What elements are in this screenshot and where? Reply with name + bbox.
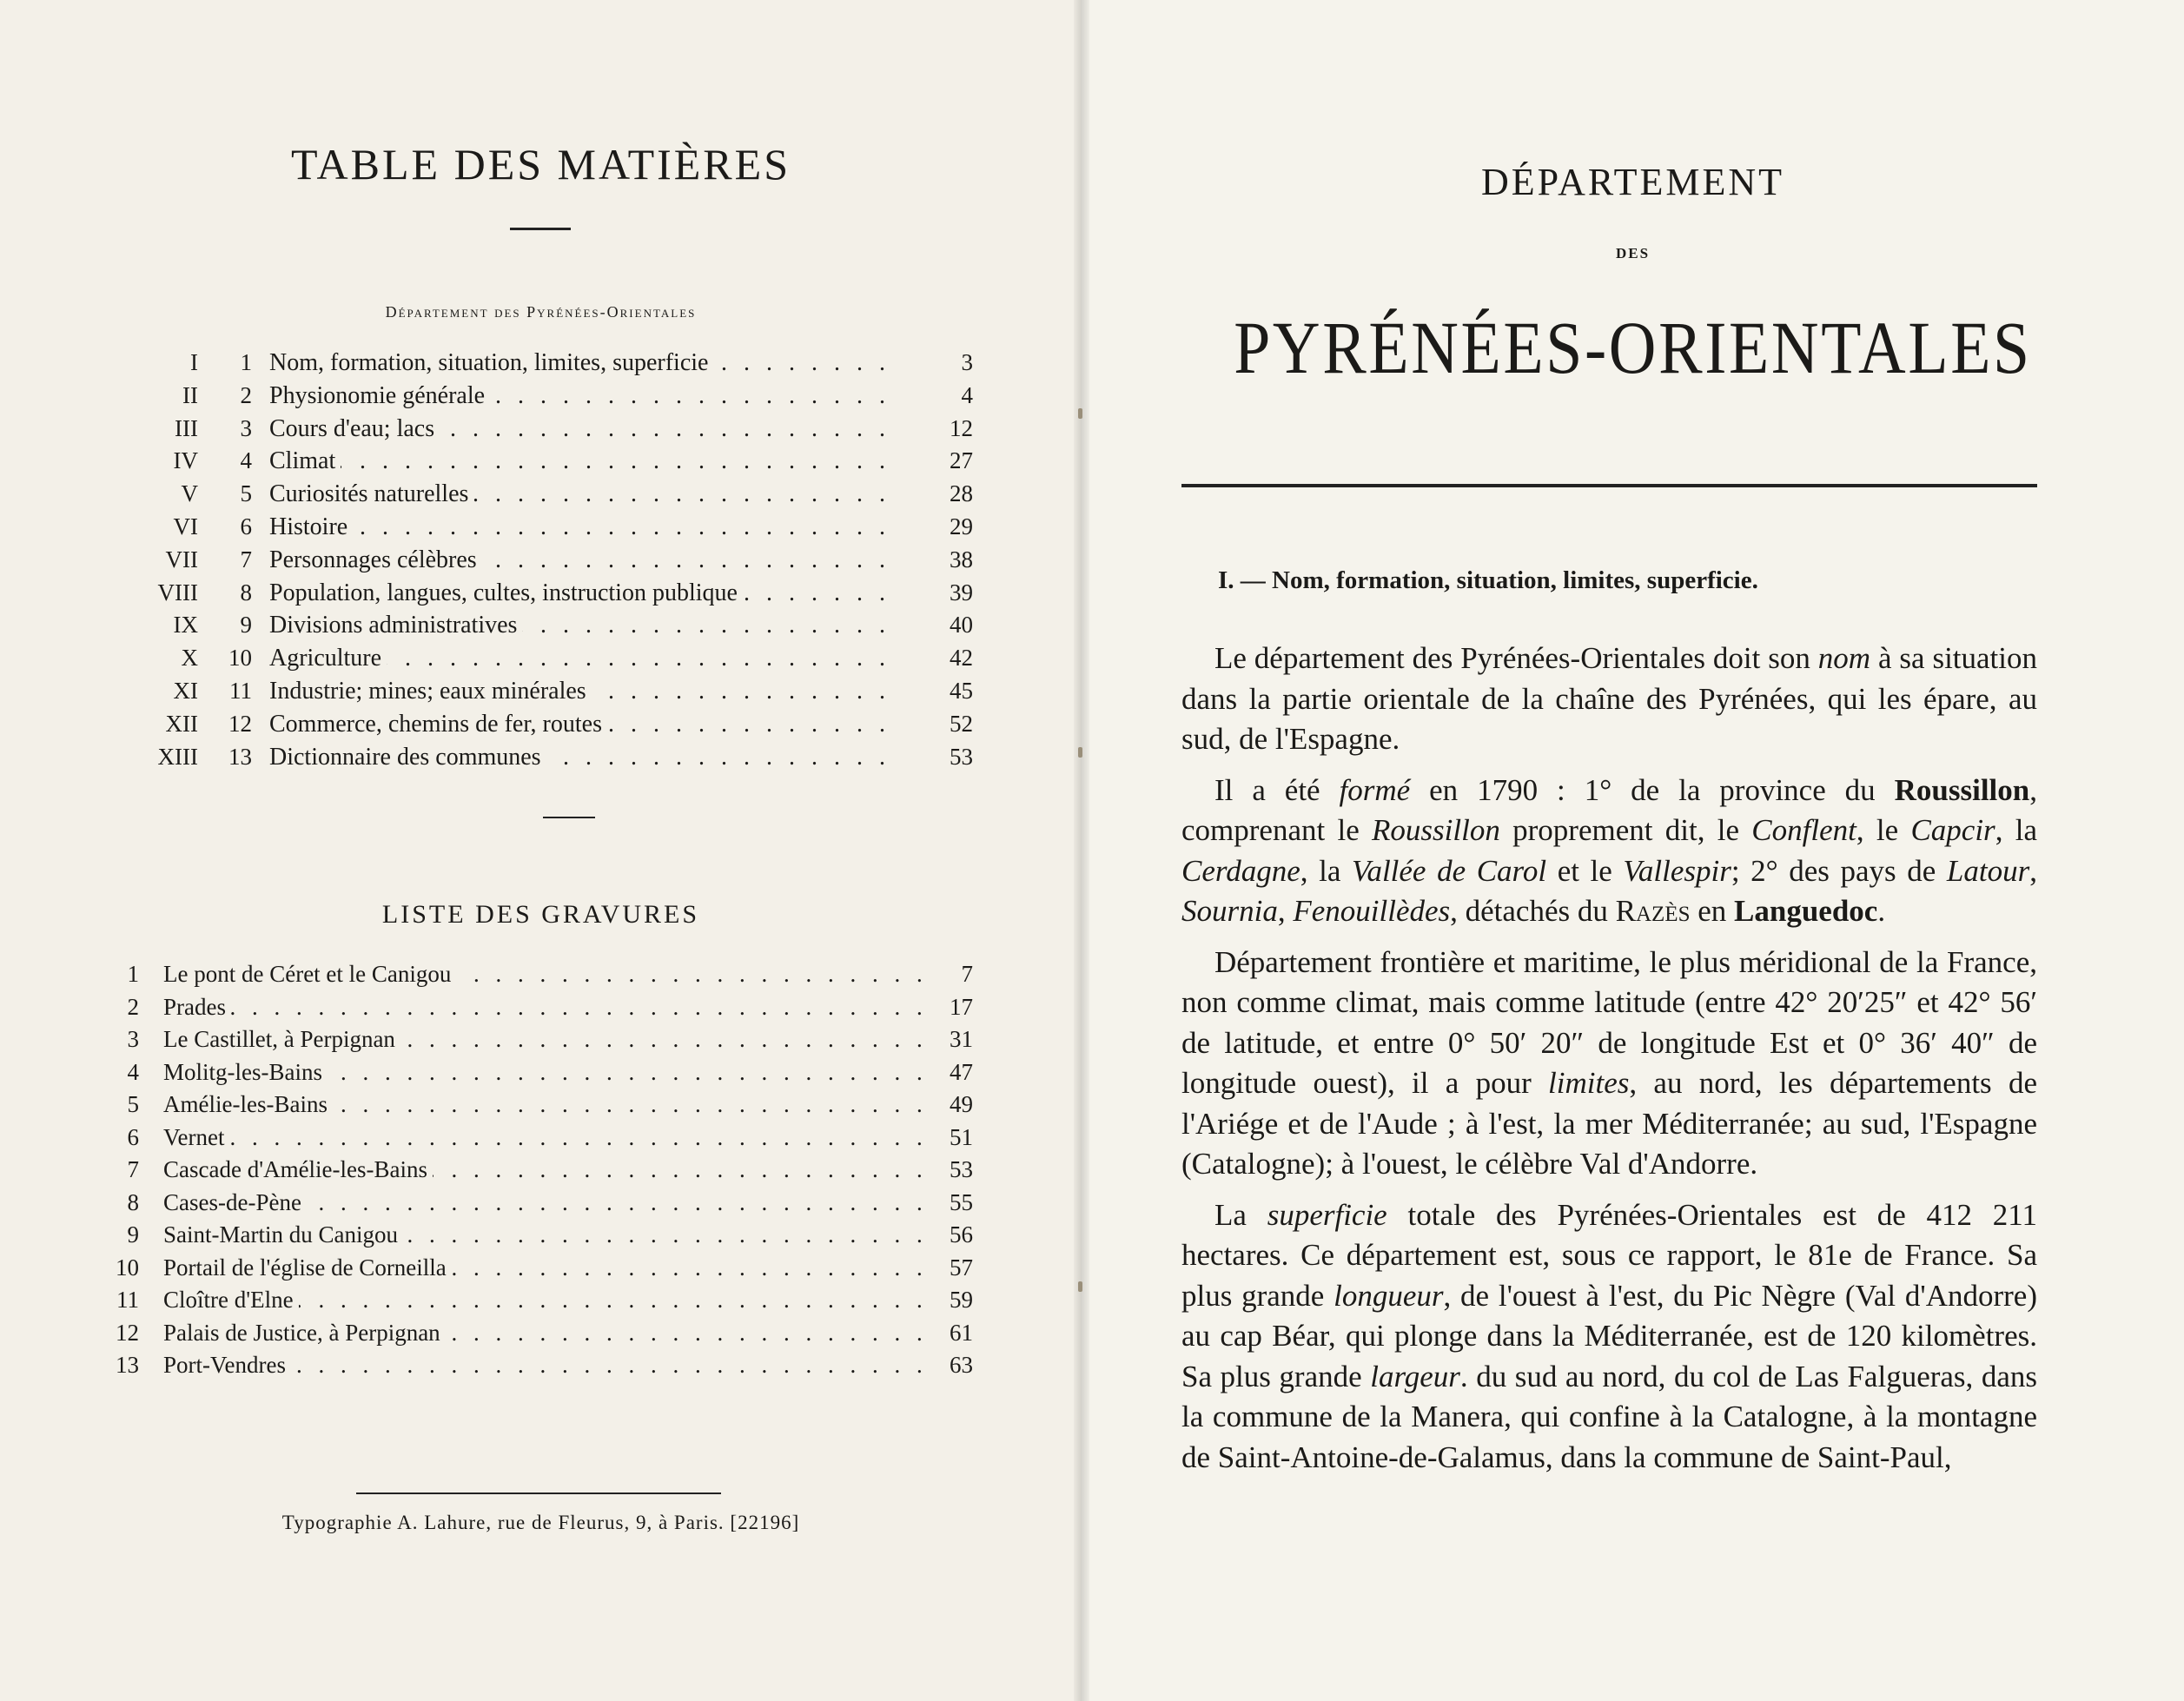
gravure-entry: Le Castillet, à Perpignan . . . bbox=[163, 1026, 936, 1053]
toc-row bbox=[0, 645, 1082, 678]
gravure-entry: Amélie-les-Bains . . . bbox=[163, 1091, 936, 1118]
toc-number: 2 bbox=[240, 381, 252, 408]
gravure-page-number: 51 bbox=[950, 1123, 973, 1150]
heading-rule bbox=[1181, 484, 2037, 487]
gravure-entry: Portail de l'église de Corneilla . . . bbox=[163, 1254, 936, 1281]
title-rule bbox=[510, 228, 571, 230]
paragraph-1: Le département des Pyrénées-Orientales doit son nom à sa situation dans la partie orientale de la chaîne des Pyrénées, qui les épare, au sud, de l'Espagne. bbox=[1181, 641, 2037, 756]
gravure-number: 11 bbox=[116, 1287, 139, 1313]
gravure-number: 8 bbox=[127, 1188, 139, 1215]
gravure-row bbox=[0, 1287, 1082, 1319]
toc-page-number: 28 bbox=[950, 480, 973, 507]
section-rule bbox=[543, 817, 595, 818]
toc-number: 4 bbox=[240, 447, 252, 474]
gravure-number: 10 bbox=[116, 1254, 139, 1281]
toc-entry: Commerce, chemins de fer, routes . . . bbox=[269, 711, 895, 738]
gravure-row bbox=[0, 1221, 1082, 1254]
toc-roman: I bbox=[190, 349, 198, 375]
gravure-number: 1 bbox=[127, 961, 139, 987]
toc-number: 1 bbox=[240, 349, 252, 375]
gravure-number: 13 bbox=[116, 1352, 139, 1378]
toc-row bbox=[0, 612, 1082, 645]
gravure-entry: Molitg-les-Bains . . . bbox=[163, 1059, 936, 1086]
gravure-number: 5 bbox=[127, 1091, 139, 1117]
gravure-entry: Vernet . . . bbox=[163, 1124, 936, 1151]
paragraph-2: Il a été formé en 1790 : 1° de la province du Roussillon, comprenant le Roussillon proprement dit, le Conflent, le Capcir, la Cerdagne, la Vallée de Carol et le Vallespir; 2° des pays de Latour, Sournia, Fenouillèdes, détachés du Razès en Languedoc. bbox=[1181, 772, 2037, 928]
gravures-title: LISTE DES GRAVURES bbox=[381, 900, 700, 929]
toc-roman: VII bbox=[165, 546, 198, 573]
gravure-page-number: 31 bbox=[950, 1026, 973, 1052]
gravure-page-number: 57 bbox=[950, 1254, 973, 1281]
gravure-entry: Cascade d'Amélie-les-Bains . . . bbox=[163, 1156, 936, 1183]
toc-number: 10 bbox=[228, 645, 252, 672]
toc-entry: Agriculture . . . bbox=[269, 645, 895, 672]
gravure-page-number: 49 bbox=[950, 1091, 973, 1117]
gravure-number: 3 bbox=[127, 1026, 139, 1052]
toc-roman: II bbox=[182, 381, 198, 408]
toc-number: 13 bbox=[228, 743, 252, 770]
toc-row bbox=[0, 382, 1082, 415]
toc-roman: IV bbox=[173, 447, 198, 474]
gravure-page-number: 17 bbox=[950, 993, 973, 1020]
toc-roman: X bbox=[181, 645, 198, 672]
toc-entry: Dictionnaire des communes . . . bbox=[269, 744, 895, 771]
toc-title: TABLE DES MATIÈRES bbox=[291, 140, 791, 189]
gravure-row bbox=[0, 1091, 1082, 1123]
gravure-row bbox=[0, 961, 1082, 993]
gravure-entry: Port-Vendres . . . bbox=[163, 1352, 936, 1379]
gravure-entry: Cloître d'Elne . . . bbox=[163, 1287, 936, 1314]
toc-entry: Curiosités naturelles . . . bbox=[269, 480, 895, 508]
gravure-entry: Le pont de Céret et le Canigou . . . bbox=[163, 961, 936, 988]
toc-row bbox=[0, 513, 1082, 546]
toc-page-number: 39 bbox=[950, 579, 973, 606]
toc-entry: Industrie; mines; eaux minérales . . . bbox=[269, 678, 895, 705]
gravure-row bbox=[0, 994, 1082, 1026]
gravure-page-number: 47 bbox=[950, 1058, 973, 1085]
gravure-row bbox=[0, 1124, 1082, 1156]
colophon: Typographie A. Lahure, rue de Fleurus, 9, à Paris. [22196] bbox=[281, 1512, 800, 1533]
gravure-page-number: 61 bbox=[950, 1319, 973, 1346]
toc-row bbox=[0, 480, 1082, 513]
gravure-entry: Saint-Martin du Canigou . . . bbox=[163, 1221, 936, 1248]
gravure-entry: Prades . . . bbox=[163, 994, 936, 1021]
gravure-number: 9 bbox=[127, 1221, 139, 1248]
toc-page-number: 27 bbox=[950, 447, 973, 474]
gravure-number: 6 bbox=[127, 1123, 139, 1150]
toc-subtitle: Département des Pyrénées-Orientales bbox=[385, 303, 697, 321]
toc-number: 11 bbox=[229, 678, 252, 704]
toc-page-number: 52 bbox=[950, 710, 973, 737]
toc-page-number: 4 bbox=[961, 381, 973, 408]
toc-number: 7 bbox=[240, 546, 252, 573]
toc-roman: XII bbox=[165, 710, 198, 737]
toc-page-number: 53 bbox=[950, 743, 973, 770]
toc-roman: XIII bbox=[157, 743, 198, 770]
gravure-page-number: 55 bbox=[950, 1188, 973, 1215]
toc-entry: Divisions administratives . . . bbox=[269, 612, 895, 639]
toc-roman: XI bbox=[173, 678, 198, 704]
toc-page-number: 38 bbox=[950, 546, 973, 573]
toc-page-number: 3 bbox=[961, 349, 973, 375]
toc-row bbox=[0, 349, 1082, 382]
toc-number: 8 bbox=[240, 579, 252, 606]
toc-page-number: 45 bbox=[950, 678, 973, 704]
gravure-number: 7 bbox=[127, 1156, 139, 1182]
department-title: DÉPARTEMENT bbox=[1481, 161, 1784, 203]
toc-entry: Histoire . . . bbox=[269, 513, 895, 541]
gravure-row bbox=[0, 1254, 1082, 1287]
department-des: DES bbox=[1615, 245, 1651, 261]
toc-row bbox=[0, 678, 1082, 711]
paragraph-3: Département frontière et maritime, le plus méridional de la France, non comme climat, mais comme latitude (entre 42° 20′25″ et 42° 56′ de latitude, et entre 0° 50′ 20″ de longitude Est et 0° 36′ 40″ de longitude ouest), il a pour limites, au nord, les départements de l'Ariége et de l'Aude ; à l'est, la mer Méditerranée; au sud, l'Espagne (Catalogne); à l'ouest, le célèbre Val d'Andorre. bbox=[1181, 944, 2037, 1181]
gravure-entry: Cases-de-Pène . . . bbox=[163, 1189, 936, 1216]
toc-page-number: 29 bbox=[950, 513, 973, 539]
toc-row bbox=[0, 447, 1082, 480]
toc-entry: Cours d'eau; lacs . . . bbox=[269, 415, 895, 443]
toc-entry: Climat . . . bbox=[269, 447, 895, 475]
toc-number: 5 bbox=[240, 480, 252, 507]
toc-entry: Physionomie générale . . . bbox=[269, 382, 895, 410]
gravure-page-number: 63 bbox=[950, 1352, 973, 1378]
toc-roman: IX bbox=[173, 612, 198, 639]
toc-number: 6 bbox=[240, 513, 252, 539]
toc-number: 12 bbox=[228, 710, 252, 737]
toc-number: 9 bbox=[240, 612, 252, 639]
toc-page-number: 40 bbox=[950, 612, 973, 639]
left-page bbox=[0, 0, 1082, 1701]
toc-entry: Personnages célèbres . . . bbox=[269, 546, 895, 574]
gravure-page-number: 53 bbox=[950, 1156, 973, 1182]
toc-page-number: 42 bbox=[950, 645, 973, 672]
gravure-page-number: 7 bbox=[961, 961, 973, 987]
toc-row bbox=[0, 711, 1082, 744]
gravure-row bbox=[0, 1026, 1082, 1058]
toc-entry: Nom, formation, situation, limites, superficie . . . bbox=[269, 349, 895, 377]
gravure-row bbox=[0, 1156, 1082, 1188]
gravure-number: 12 bbox=[116, 1319, 139, 1346]
toc-page-number: 12 bbox=[950, 414, 973, 441]
gravure-row bbox=[0, 1189, 1082, 1221]
gravure-row bbox=[0, 1352, 1082, 1384]
gravure-page-number: 59 bbox=[950, 1287, 973, 1313]
toc-roman: VI bbox=[173, 513, 198, 539]
gravure-number: 2 bbox=[127, 993, 139, 1020]
department-name: PYRÉNÉES-ORIENTALES bbox=[1234, 306, 2032, 389]
gravure-entry: Palais de Justice, à Perpignan . . . bbox=[163, 1320, 936, 1347]
gravure-number: 4 bbox=[127, 1058, 139, 1085]
gravure-row bbox=[0, 1059, 1082, 1091]
toc-row bbox=[0, 415, 1082, 448]
section-heading: I. — Nom, formation, situation, limites, superficie. bbox=[1218, 566, 1758, 594]
gravure-page-number: 56 bbox=[950, 1221, 973, 1248]
toc-roman: V bbox=[181, 480, 198, 507]
paragraph-4: La superficie totale des Pyrénées-Orientales est de 412 211 hectares. Ce département est, sous ce rapport, le 81e de France. Sa plus grande longueur, de l'ouest à l'est, du Pic Nègre (Val d'Andorre) au cap Béar, qui plonge dans la Méditerranée, est de 120 kilomètres. Sa plus grande largeur. du sud au nord, du col de Las Falgueras, dans la commune de la Manera, qui confine à la Catalogne, à la montagne de Saint-Antoine-de-Galamus, dans la commune de Saint-Paul, bbox=[1181, 1197, 2038, 1474]
colophon-rule bbox=[356, 1493, 721, 1494]
toc-row bbox=[0, 546, 1082, 579]
toc-roman: VIII bbox=[157, 579, 198, 606]
gravure-row bbox=[0, 1320, 1082, 1352]
body-text bbox=[1181, 639, 2037, 1478]
toc-entry: Population, langues, cultes, instruction publique . . . bbox=[269, 579, 895, 607]
toc-number: 3 bbox=[240, 414, 252, 441]
toc-row bbox=[0, 579, 1082, 612]
toc-row bbox=[0, 744, 1082, 777]
toc-roman: III bbox=[175, 414, 198, 441]
